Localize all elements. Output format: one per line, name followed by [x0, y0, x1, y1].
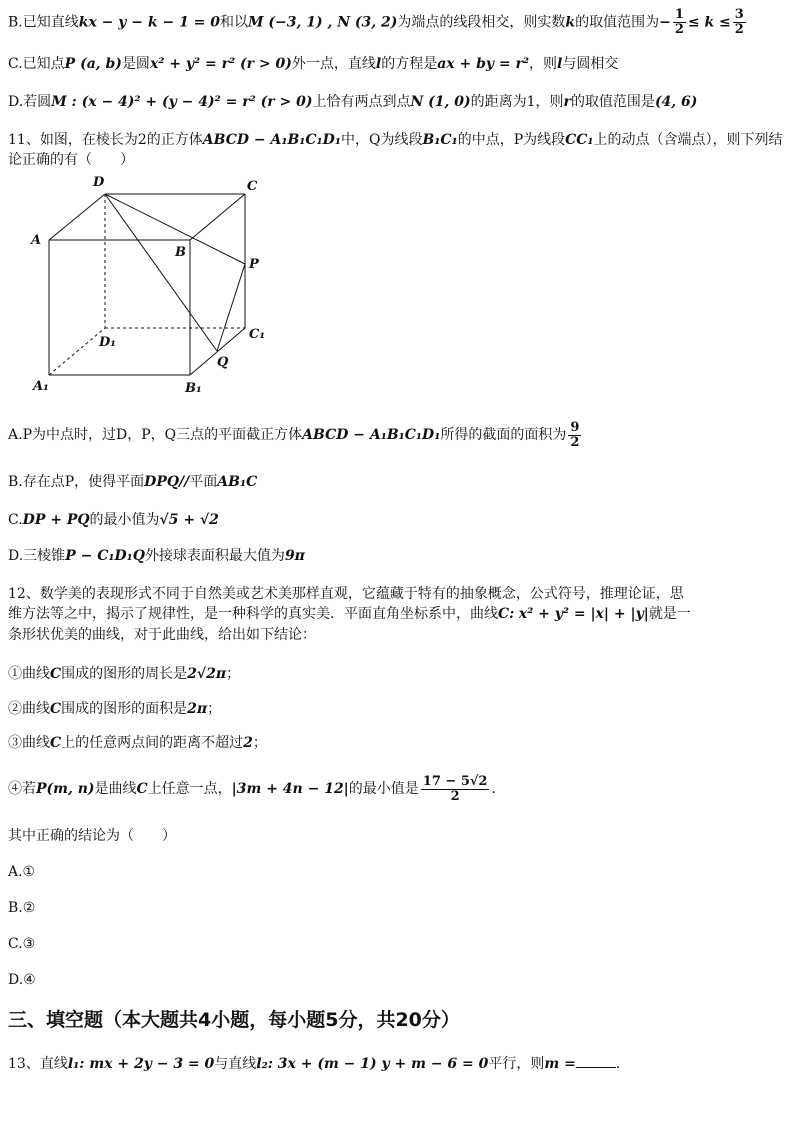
numerator: 17 − 5√2	[422, 773, 488, 789]
text: 为线段	[523, 132, 566, 148]
math: x² + y² = r² (r > 0)	[149, 56, 292, 72]
line-DQ	[105, 194, 217, 351]
text: C.	[8, 512, 23, 528]
text: Q	[368, 132, 381, 148]
text: 的最小值是	[348, 781, 419, 797]
answer-blank[interactable]	[576, 1053, 616, 1068]
line-PQ	[217, 264, 245, 351]
text: 平面	[189, 474, 218, 490]
math: m =	[544, 1056, 576, 1072]
q12-statement-4	[8, 774, 786, 804]
math: M : (x − 4)² + (y − 4)² = r² (r > 0)	[51, 94, 313, 110]
math: //	[179, 474, 190, 490]
text: 为端点的线段相交，则实数	[397, 14, 566, 31]
text: 所得的截面的面积为	[440, 427, 567, 443]
text: C.③	[8, 936, 36, 952]
text: ④若	[8, 781, 36, 797]
q12-stem-line1	[8, 584, 786, 604]
math: DP + PQ	[22, 512, 90, 528]
math: C:	[498, 606, 515, 622]
math: −	[659, 14, 671, 31]
text: 11、如图，在棱长为2的正方体	[8, 132, 203, 148]
math: 9π	[284, 548, 305, 564]
text: 的最小值为	[89, 512, 160, 528]
math: 2	[243, 735, 253, 751]
text: A.①	[8, 864, 36, 880]
text: 的距离为1，则	[470, 94, 564, 110]
q10-option-b	[8, 8, 786, 37]
text: B.存在点	[8, 474, 65, 490]
q12-statement-3	[8, 733, 786, 753]
text: 为中点时，过	[31, 427, 116, 443]
text: 和以	[220, 14, 249, 31]
math: P − C₁D₁Q	[65, 548, 145, 564]
q11-stem	[8, 130, 786, 170]
math: M (−3, 1) , N (3, 2)	[248, 14, 398, 31]
text: 其中正确的结论为（ ）	[8, 828, 176, 844]
math: x² + y² = |x| + |y|	[518, 606, 649, 622]
math: C	[50, 701, 62, 717]
numerator: 1	[674, 7, 684, 22]
text: C.已知点	[8, 56, 65, 72]
text: 外接球表面积最大值为	[144, 548, 285, 564]
math: DPQ	[144, 474, 180, 490]
text: D.三棱锥	[8, 548, 66, 564]
math: C	[50, 666, 62, 682]
q12-statement-1	[8, 664, 786, 684]
text: 上的任意两点间的距离不超过	[61, 735, 244, 751]
q12-option-b	[8, 898, 786, 918]
text: 维方法等之中，揭示了规律性，是一种科学的真实美．平面直角坐标系中，曲线	[8, 606, 498, 622]
math: l	[557, 56, 563, 72]
q12-option-d	[8, 970, 786, 990]
text: 上的动点（含端点），则下列结论正确的有（ ）	[8, 132, 783, 168]
math: C	[136, 781, 148, 797]
math: l₂: 3x + (m − 1) y + m − 6 = 0	[256, 1056, 489, 1072]
q12-statement-2	[8, 699, 786, 719]
numerator: 9	[570, 419, 580, 435]
text: .	[615, 1056, 621, 1072]
text: 围成的图形的周长是	[61, 666, 188, 682]
text: 为线段	[380, 132, 423, 148]
text: B.②	[8, 900, 36, 916]
q11-option-b	[8, 472, 786, 492]
math: N (1, 0)	[410, 94, 471, 110]
text: 与直线	[214, 1056, 257, 1072]
edge-BC	[190, 194, 245, 240]
text: 是圆	[121, 56, 150, 72]
text: ③曲线	[8, 735, 50, 751]
text: 条形状优美的曲线，对于此曲线，给出如下结论：	[8, 627, 316, 643]
text: 平行，则	[488, 1056, 545, 1072]
denominator: 2	[674, 22, 684, 37]
text: P	[513, 132, 524, 148]
text: ，则	[529, 56, 558, 72]
text: ；	[207, 701, 222, 717]
text: D.若圆	[8, 94, 52, 110]
denominator: 2	[450, 788, 460, 804]
text: 13、直线	[8, 1056, 68, 1072]
math: ABCD − A₁B₁C₁D₁	[302, 427, 441, 443]
text: B.已知直线	[8, 14, 79, 31]
label-D1: D₁	[99, 335, 116, 350]
label-A: A	[31, 233, 42, 248]
math: l₁: mx + 2y − 3 = 0	[67, 1056, 215, 1072]
denominator: 2	[734, 22, 744, 37]
q12-option-c	[8, 934, 786, 954]
math: ≤ k ≤	[687, 14, 731, 31]
q10-option-d	[8, 92, 786, 112]
text: 12、数学美的表现形式不同于自然美或艺术美那样直观，它蕴藏于特有的抽象概念，公式符号，推理论证，思	[8, 586, 684, 602]
math: k	[565, 14, 576, 31]
text: ，使得平面	[74, 474, 145, 490]
fraction	[568, 421, 581, 450]
text: D，P，Q	[115, 427, 177, 443]
q11-option-a	[8, 420, 786, 450]
q11-option-d	[8, 546, 786, 566]
section-3-heading: 三、填空题（本大题共4小题，每小题5分，共20分）	[8, 1009, 460, 1031]
text: P	[22, 427, 32, 443]
text: 三点的平面截正方体	[176, 427, 303, 443]
math: kx − y − k − 1 = 0	[78, 14, 221, 31]
numerator: 3	[734, 7, 744, 22]
text: 上任意一点，	[147, 781, 232, 797]
math: |3m + 4n − 12|	[231, 781, 349, 797]
text: 的中点，	[457, 132, 514, 148]
math: AB₁C	[217, 474, 258, 490]
math: 2π	[187, 701, 208, 717]
math: B₁C₁	[422, 132, 458, 148]
label-C1: C₁	[249, 327, 266, 342]
math: P (a, b)	[64, 56, 122, 72]
label-B: B	[175, 245, 186, 260]
text: 与圆相交	[562, 56, 619, 72]
text: .	[491, 781, 496, 797]
text: 外一点，直线	[291, 56, 376, 72]
math: ABCD − A₁B₁C₁D₁	[202, 132, 341, 148]
text: ；	[252, 735, 267, 751]
q12-stem-line2	[8, 604, 786, 624]
label-Q: Q	[217, 355, 229, 370]
text: 围成的图形的面积是	[61, 701, 188, 717]
math: l	[375, 56, 382, 72]
text: D.④	[8, 972, 36, 988]
text: ①曲线	[8, 666, 50, 682]
label-A1: A₁	[33, 379, 49, 394]
math: CC₁	[565, 132, 594, 148]
math: r	[563, 94, 571, 110]
denominator: 2	[570, 434, 580, 450]
q11-option-c	[8, 510, 786, 530]
math: 2√2π	[187, 666, 227, 682]
label-C: C	[247, 179, 258, 194]
q13	[8, 1053, 786, 1074]
math: (4, 6)	[654, 94, 698, 110]
text: 就是一	[648, 606, 691, 622]
fraction	[733, 8, 746, 37]
text: ②曲线	[8, 701, 50, 717]
text: A.	[8, 427, 23, 443]
math: C	[50, 735, 62, 751]
edge-AD	[49, 194, 105, 240]
text: 的方程是	[381, 56, 438, 72]
label-P: P	[249, 257, 259, 272]
math: ax + by = r²	[437, 56, 530, 72]
text: 上恰有两点到点	[312, 94, 411, 110]
text: P	[64, 474, 75, 490]
text: ；	[226, 666, 241, 682]
text: 的取值范围为	[575, 14, 660, 31]
q10-option-c	[8, 54, 786, 74]
cube-figure	[25, 170, 285, 400]
math: √5 + √2	[159, 512, 219, 528]
label-B1: B₁	[185, 381, 202, 396]
text: 的取值范围是	[570, 94, 655, 110]
q12-option-a	[8, 862, 786, 882]
q12-stem-line3	[8, 625, 786, 645]
fraction	[673, 8, 686, 37]
text: 中，	[340, 132, 369, 148]
fraction	[421, 775, 490, 804]
math: P(m, n)	[36, 781, 95, 797]
label-D: D	[93, 175, 105, 190]
edge-A1D1-hidden	[49, 328, 105, 375]
q12-ask	[8, 826, 786, 846]
text: 是曲线	[94, 781, 137, 797]
